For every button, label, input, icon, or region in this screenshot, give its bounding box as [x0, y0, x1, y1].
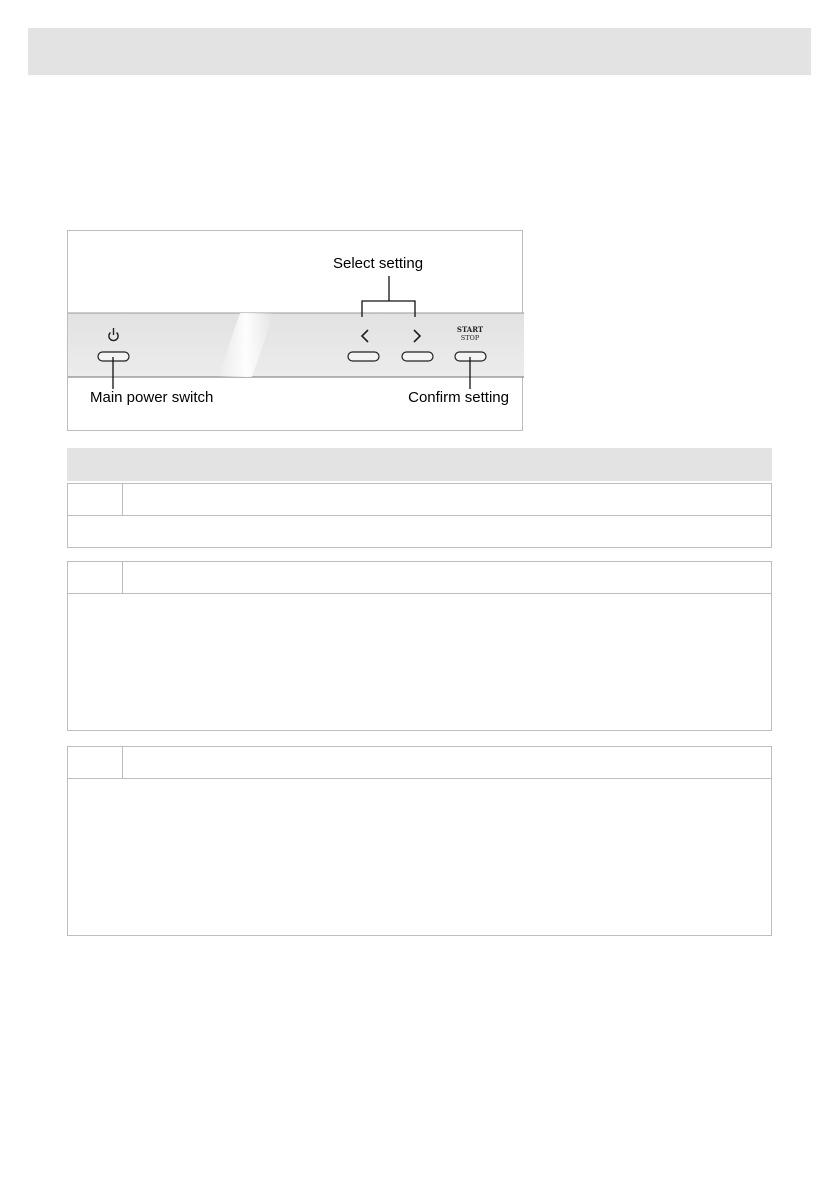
page-header-bar — [28, 28, 811, 75]
start-label: START — [456, 325, 484, 334]
table-row — [67, 483, 772, 516]
table-row — [67, 516, 772, 548]
step-box-2 — [67, 746, 772, 936]
step-box-number — [68, 562, 123, 593]
select-setting-label: Select setting — [333, 255, 424, 272]
step-box-1 — [67, 561, 772, 731]
confirm-setting-label: Confirm setting — [408, 389, 509, 406]
step-box-number — [68, 747, 123, 778]
table-row-number — [68, 484, 123, 515]
stop-label: STOP — [460, 334, 480, 342]
info-table — [67, 448, 772, 548]
start-stop-legend — [455, 326, 485, 342]
info-table-header — [67, 448, 772, 483]
control-panel-diagram — [67, 230, 523, 431]
select-left-button — [348, 352, 379, 361]
select-right-button — [402, 352, 433, 361]
panel-strip — [68, 313, 524, 377]
step-box-header — [68, 747, 771, 779]
step-box-header — [68, 562, 771, 594]
main-power-switch-label: Main power switch — [90, 389, 214, 406]
